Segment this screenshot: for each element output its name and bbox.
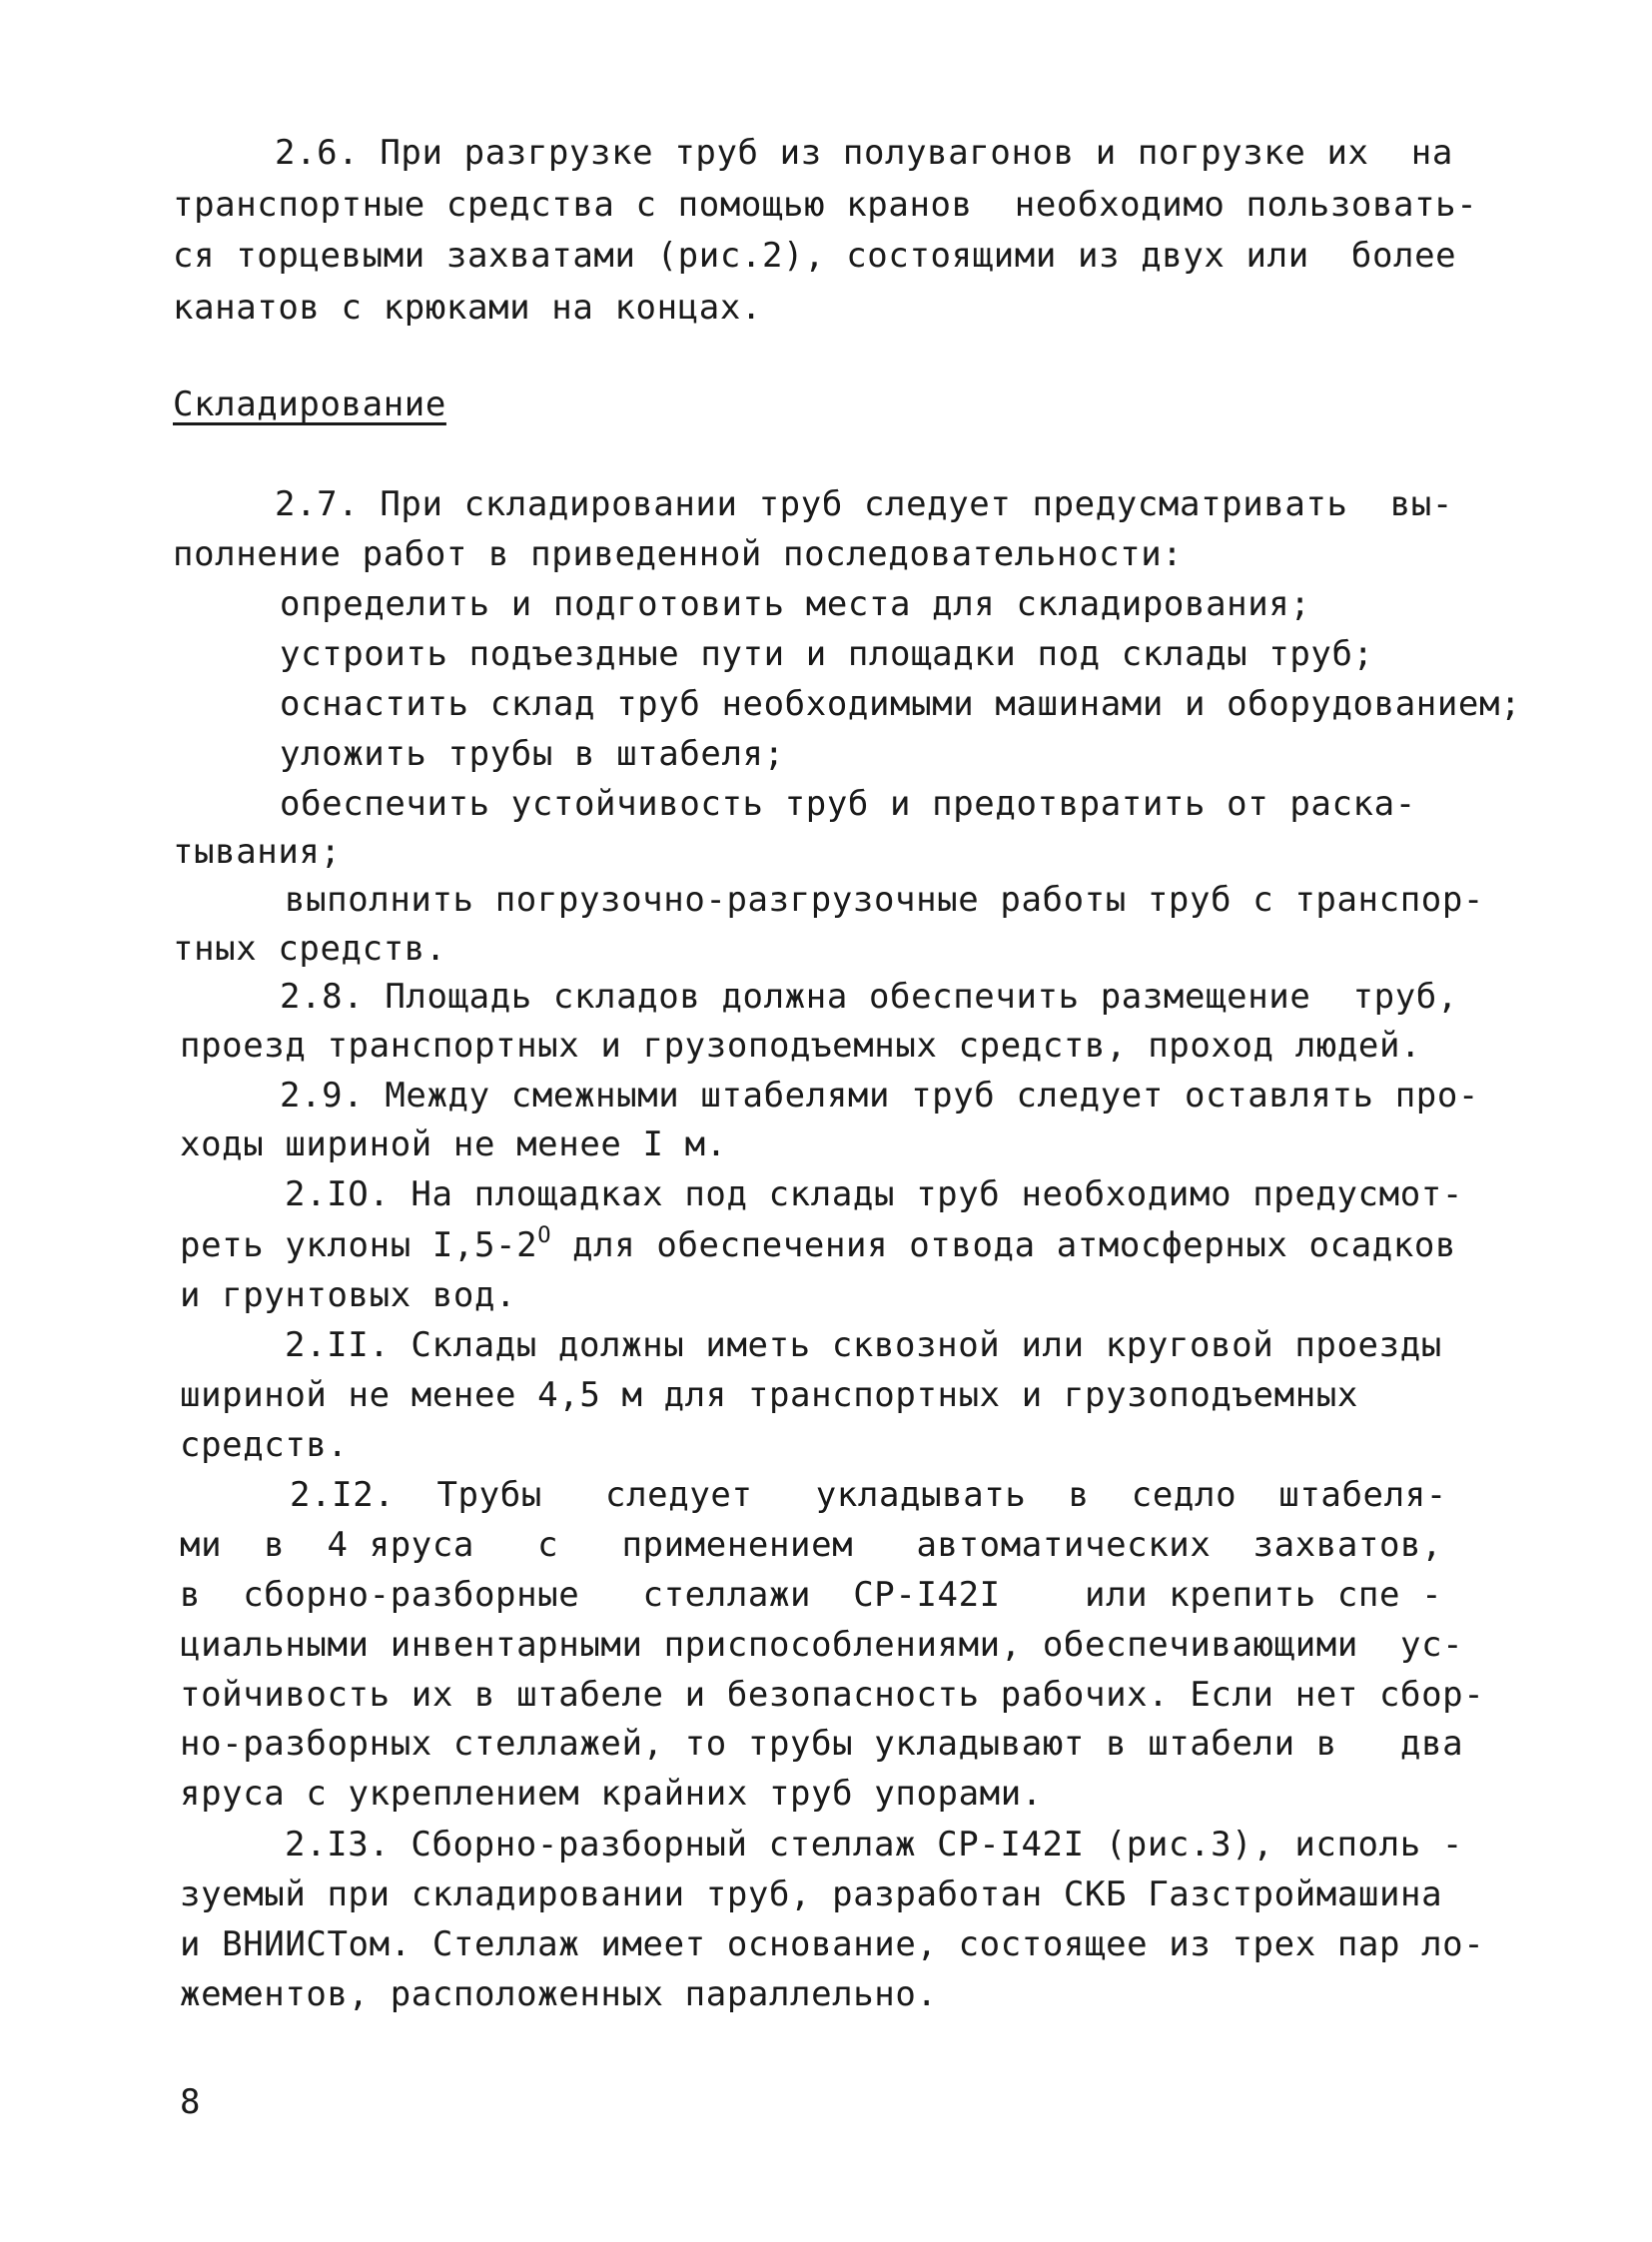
- para-2-7-item-2: устроить подъездные пути и площадки под склады труб;: [280, 634, 1374, 674]
- para-2-13-line-4: жементов, расположенных параллельно.: [180, 1974, 938, 2014]
- para-2-9-line-2: ходы шириной не менее I м.: [180, 1124, 727, 1164]
- para-2-12-line-5: тойчивость их в штабеле и безопасность рабочих. Если нет сбор-: [180, 1675, 1485, 1715]
- para-2-10-line-2: [180, 1220, 1456, 1270]
- para-2-11-line-3: средств.: [180, 1425, 349, 1465]
- para-2-7-line-2: полнение работ в приведенной последовательности:: [173, 534, 1184, 574]
- para-2-7-item-5: обеспечить устойчивость труб и предотвратить от раска-: [280, 784, 1416, 824]
- para-2-7-item-5-cont: тывания;: [173, 832, 342, 872]
- para-2-8-line-2: проезд транспортных и грузоподъемных средств, проход людей.: [180, 1026, 1422, 1066]
- section-heading: Складирование: [173, 384, 446, 424]
- para-2-9-line-1: 2.9. Между смежными штабелями труб следует оставлять про-: [280, 1076, 1479, 1116]
- para-2-6-line-2: транспортные средства с помощью кранов необходимо пользовать-: [173, 185, 1478, 225]
- para-2-8-line-1: 2.8. Площадь складов должна обеспечить размещение труб,: [280, 977, 1458, 1017]
- para-2-6-line-1: 2.6. При разгрузке труб из полувагонов и погрузке их на: [275, 133, 1453, 173]
- para-2-10-line-1: 2.IO. На площадках под склады труб необходимо предусмот-: [285, 1174, 1463, 1214]
- para-2-11-line-2: шириной не менее 4,5 м для транспортных и грузоподъемных: [180, 1375, 1358, 1415]
- para-2-7-item-6-cont: тных средств.: [173, 929, 446, 969]
- para-2-10-line-2-rest: для обеспечения отвода атмосферных осадков: [551, 1225, 1457, 1265]
- para-2-13-line-2: зуемый при складировании труб, разработан СКБ Газстроймашина: [180, 1874, 1443, 1914]
- para-2-7-line-1: 2.7. При складировании труб следует предусматривать вы-: [275, 484, 1453, 524]
- para-2-12-line-4: циальными инвентарными приспособлениями, обеспечивающими ус-: [180, 1625, 1464, 1665]
- para-2-6-line-4: канатов с крюками на концах.: [173, 288, 762, 328]
- para-2-12-line-6: но-разборных стеллажей, то трубы укладывают в штабели в два: [180, 1724, 1464, 1764]
- para-2-11-line-1: 2.II. Склады должны иметь сквозной или круговой проезды: [285, 1325, 1442, 1365]
- para-2-10-line-2-text: реть уклоны I,5-2: [180, 1225, 538, 1265]
- para-2-6-line-3: ся торцевыми захватами (рис.2), состоящими из двух или более: [173, 236, 1457, 276]
- para-2-12-line-7: яруса с укреплением крайних труб упорами.: [180, 1774, 1043, 1814]
- para-2-7-item-1: определить и подготовить места для складирования;: [280, 584, 1311, 624]
- para-2-12-line-1: 2.I2. Трубы следует укладывать в седло штабеля-: [290, 1475, 1447, 1515]
- para-2-7-item-4: уложить трубы в штабеля;: [280, 734, 785, 774]
- para-2-7-item-3: оснастить склад труб необходимыми машинами и оборудованием;: [280, 684, 1522, 724]
- para-2-13-line-3: и ВНИИСТом. Стеллаж имеет основание, состоящее из трех пар ло-: [180, 1924, 1485, 1964]
- para-2-13-line-1: 2.I3. Сборно-разборный стеллаж СР-I42I (рис.3), исполь -: [285, 1825, 1463, 1865]
- para-2-7-item-6: выполнить погрузочно-разгрузочные работы труб с транспор-: [285, 880, 1484, 920]
- degree-superscript: O: [537, 1223, 552, 1248]
- page-number: 8: [180, 2082, 202, 2122]
- para-2-10-line-3: и грунтовых вод.: [180, 1275, 517, 1315]
- para-2-12-line-3: в сборно-разборные стеллажи СР-I42I или крепить спе -: [180, 1575, 1443, 1615]
- para-2-12-line-2: ми в 4 яруса с применением автоматических захватов,: [180, 1525, 1443, 1565]
